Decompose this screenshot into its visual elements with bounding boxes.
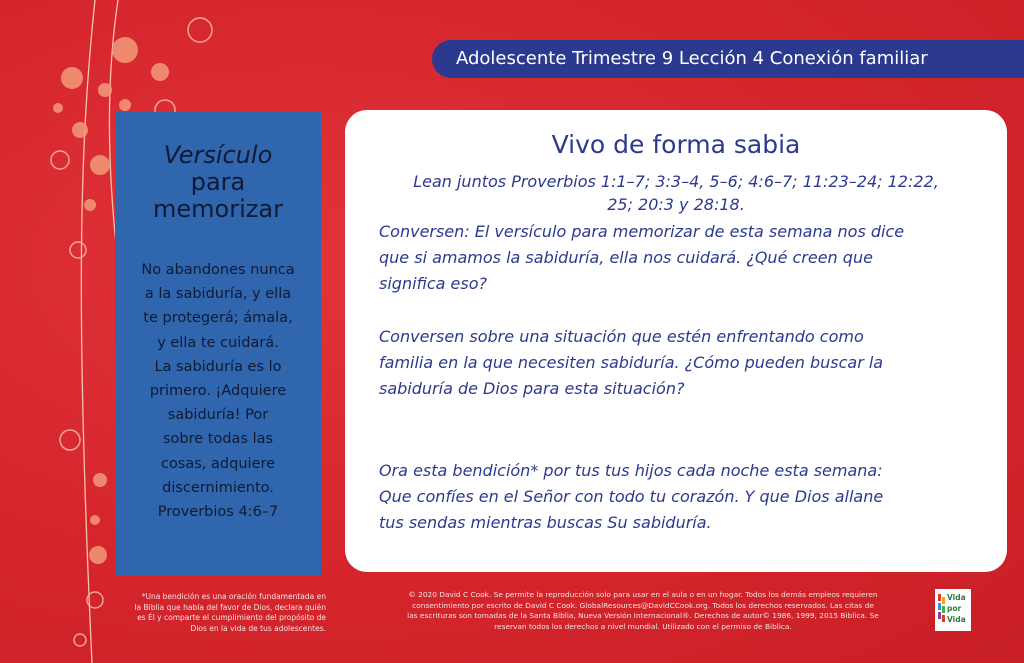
memory-verse-title <box>115 142 321 223</box>
verse-line: discernimiento. <box>162 479 274 496</box>
verse-line: La sabiduría es lo <box>154 358 282 375</box>
copyright-line: reservan todos los derechos a nivel mundial. Utilizado con el permiso de Biblica. <box>494 621 792 631</box>
verse-line: primero. ¡Adquiere <box>149 383 287 400</box>
verse-line: cosas, adquiere <box>160 455 276 472</box>
decor-ring <box>188 18 212 42</box>
paragraph-line: Ora esta bendición* por tus tus hijos cada noche esta semana: <box>379 461 883 480</box>
decor-ring <box>51 151 69 169</box>
paragraph-line: Conversen: El versículo para memorizar de esta semana nos dice <box>379 222 905 241</box>
footnote-line: es Él y comparte el cumplimiento del propósito de <box>137 613 326 622</box>
memory-title-line: Versículo <box>163 141 273 169</box>
verse-line: a la sabiduría, y ella <box>144 286 292 303</box>
paragraph-line: sabiduría de Dios para esta situación? <box>379 379 685 398</box>
memory-title-line: para <box>190 168 246 196</box>
blessing-footnote <box>104 592 326 634</box>
decor-circle <box>93 473 107 487</box>
scripture-reference <box>375 170 977 216</box>
decor-circle <box>84 199 96 211</box>
footnote-line: *Una bendición es una oración fundamentada en <box>141 592 326 601</box>
paragraph-line: que si amamos la sabiduría, ella nos cuidará. ¿Qué creen que <box>379 248 873 267</box>
paragraph-line: significa eso? <box>379 274 488 293</box>
copyright-notice <box>376 590 910 632</box>
decor-ring <box>70 242 86 258</box>
decor-ring <box>74 634 86 646</box>
verse-line: sabiduría! Por <box>167 407 269 424</box>
decor-circle <box>119 99 131 111</box>
copyright-line: consentimiento por escrito de David C Cook. GlobalResources@DavidCCook.org. Todos los derechos reservados. Las citas de <box>412 600 874 610</box>
decorative-curve <box>81 0 95 663</box>
copyright-line: © 2020 David C Cook. Se permite la reproducción solo para usar en el aula o en un hogar. Todos los demás empleos requieren <box>408 590 878 599</box>
memory-verse-text <box>127 258 309 524</box>
decor-ring <box>60 430 80 450</box>
logo-mark-icon <box>937 593 947 627</box>
copyright-line: las escrituras son tomadas de la Santa Biblia, Nueva Versión Internacional®. Derechos de autor© 1986, 1999, 2015 Biblica. Se <box>407 611 879 621</box>
logo-word: Vida <box>947 593 966 602</box>
verse-line: No abandones nunca <box>141 262 295 278</box>
logo-word: Vida <box>947 615 966 624</box>
footnote-line: la Biblia que habla del favor de Dios, declara quién <box>134 602 326 612</box>
reference-line: 25; 20:3 y 28:18. <box>607 195 745 214</box>
memory-verse-panel <box>115 112 321 576</box>
decor-circle <box>53 103 63 113</box>
reference-line: Lean juntos Proverbios 1:1–7; 3:3–4, 5–6; 4:6–7; 11:23–24; 12:22, <box>413 172 939 191</box>
decor-circle <box>90 515 100 525</box>
verse-line: te protegerá; ámala, <box>143 310 293 327</box>
decor-circle <box>89 546 107 564</box>
paragraph-line: Conversen sobre una situación que estén enfrentando como <box>379 327 864 346</box>
discussion-paragraph-1 <box>379 219 979 297</box>
blessing-paragraph <box>379 458 979 536</box>
decor-circle <box>72 122 88 138</box>
decor-circle <box>151 63 169 81</box>
logo-text <box>947 592 971 625</box>
paragraph-line: tus sendas mientras buscas Su sabiduría. <box>379 513 712 532</box>
activity-card <box>345 110 1007 572</box>
discussion-paragraph-2 <box>379 324 979 402</box>
logo-word: por <box>947 604 962 613</box>
activity-title: Vivo de forma sabia <box>551 130 801 159</box>
lesson-header: Adolescente Trimestre 9 Lección 4 Conexión familiar <box>432 40 1024 78</box>
footnote-line: Dios en la vida de tus adolescentes. <box>190 623 326 633</box>
verse-line: y ella te cuidará. <box>157 334 279 351</box>
paragraph-line: familia en la que necesiten sabiduría. ¿Cómo pueden buscar la <box>379 353 884 372</box>
vida-por-vida-logo <box>935 589 971 631</box>
decor-circle <box>61 67 83 89</box>
verse-reference: Proverbios 4:6–7 <box>157 504 279 521</box>
paragraph-line: Que confíes en el Señor con todo tu corazón. Y que Dios allane <box>379 487 884 506</box>
decor-circle <box>90 155 110 175</box>
decor-circle <box>98 83 112 97</box>
verse-line: sobre todas las <box>162 431 274 448</box>
decor-circle <box>112 37 138 63</box>
memory-title-line: memorizar <box>153 195 283 223</box>
